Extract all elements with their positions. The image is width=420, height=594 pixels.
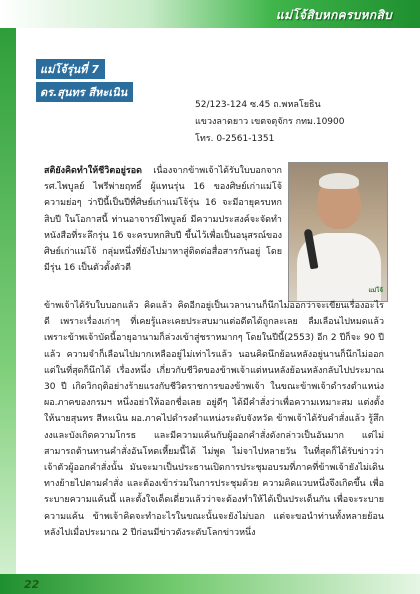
address-phone: โทร. 0-2561-1351 bbox=[195, 134, 275, 144]
paragraph-1 bbox=[44, 163, 282, 276]
left-decorative-bar bbox=[0, 28, 16, 594]
article-heading bbox=[36, 58, 133, 102]
photo-logo: แม่โจ้ bbox=[368, 287, 383, 294]
article-subtitle: แม่โจ้รุ่นที่ 7 bbox=[36, 59, 105, 79]
footer-band bbox=[0, 574, 420, 594]
address-line-1: 52/123-124 ซ.45 ถ.พหลโยธิน bbox=[195, 100, 321, 110]
author-photo bbox=[288, 162, 388, 302]
address-line-2: แขวงลาดยาว เขตจตุจักร กทม.10900 bbox=[195, 117, 345, 127]
running-header-title: แม่โจ้สิบหกครบหกสิบ bbox=[276, 8, 392, 22]
paragraph-2: ข้าพเจ้าได้รับใบบอกแล้ว คิดแล้ว คิดอีกอยู่เป็นเวลานานก็นึกไม่ออกว่าจะเขียนเรื่องอะไรดี เพราะเรื่องเก่าๆ ที่เคยรู้และเคยประสบมาแต่อดีตได้ถูกละเลย ลืมเลือนไปหมดแล้ว เพราะข้าพเจ้าบัดนี้อายุอานามก็ล่วงเข้าสู่ชราหมากๆ โดยในปีนี้(2553) อีก 2 ปีก็จะ 90 ปี แล้ว ความจำก็เลือนไปมากเหลืออยู่ไม่เท่าไรแล้ว นอนคิดนึกย้อนหลังอยู่นานก็นึกไม่ออก แต่ในที่สุดก็นึกได้ เรื่องหนึ่ง เกี่ยวกับชีวิตของข้าพเจ้าแต่หนหลังย้อนหลังกลับไปประมาณ 30 ปี เกิดวิกฤติอย่างร้ายแรงกับชีวิตราชการของข้าพเจ้า ในขณะข้าพเจ้าดำรงตำแหน่ง ผอ.ภาคของกรมฯ หนึ่งอย่าให้ออกชื่อเลย อยู่ดีๆ ได้มีคำสั่งว่าเพื่อความเหมาะสม แต่งตั้งให้นายสุนทร สีหะเนิน ผอ.ภาคไปดำรงตำแหน่งระดับจังหวัด ข้าพเจ้าได้รับคำสั่งแล้ว รู้สึกงงและบังเกิดความโกรธ และมีความแค้นกับผู้ออกคำสั่งดังกล่าวเป็นอันมาก แต่ไม่สามารถต้านทานคำสั่งอันโหดเหี้ยมนี้ได้ ไม่พูด ไม่จาไปหลายวัน ในที่สุดก็ได้รับข่าวว่าเจ้าตัวผู้ออกคำสั่งนั้น มันจะมาเป็นประธานเปิดการประชุมอบรมที่ภาคที่ข้าพเจ้ายังไม่เดินทางย้ายไปตามคำสั่ง และต้องเข้าร่วมในการประชุมด้วย ความคิดแวบหนึ่งจึงเกิดขึ้น เพื่อระบายความแค้นนี้ และตั้งใจเด็ดเดี่ยวแล้วว่าจะต้องทำให้ได้เป็นประเด็นกัน เพื่อจะระบายความแค้น ข้าพเจ้าคิดจะทำอะไรในขณะนั้นจะยังไม่บอก แต่จะขอนำท่านทั้งหลายย้อนหลังไปเมื่อประมาณ 2 ปีก่อนมีข่าวดังระดับโลกข่าวหนึ่ง bbox=[44, 301, 384, 538]
page-number: 22 bbox=[24, 578, 40, 591]
paragraph-1-text: เนื่องจากข้าพเจ้าได้รับใบบอกจาก รศ.ไพบูลย์ ไพรีพ่ายฤทธิ์ ผู้แทนรุ่น 16 ของศิษย์เก่าแม่โจ้ ความย่อๆ ว่าปีนี้เป็นปีที่ศิษย์เก่าแม่โจ้รุ่น 16 จะมีอายุครบหกสิบปี ในโอกาสนี้ ท่านอาจารย์ไพบูลย์ มีความประสงค์จะจัดทำหนังสือที่ระลึกรุ่น 16 จะครบหกสิบปี ขึ้นไว้เพื่อเป็นอนุสรณ์ของศิษย์เก่าแม่โจ้ กลุ่มหนึ่งที่ยังไปมาหาสู่ติดต่อสื่อสารกันอยู่ โดยมีรุ่น 16 เป็นตัวตั้งตัวตี bbox=[44, 166, 282, 274]
author-address bbox=[195, 97, 344, 148]
photo-hair bbox=[319, 173, 359, 189]
paragraph-1-lead: สติยังคิดทำให้ชีวิตอยู่รอด bbox=[44, 166, 142, 176]
author-name: ดร.สุนทร สีหะเนิน bbox=[36, 82, 133, 102]
